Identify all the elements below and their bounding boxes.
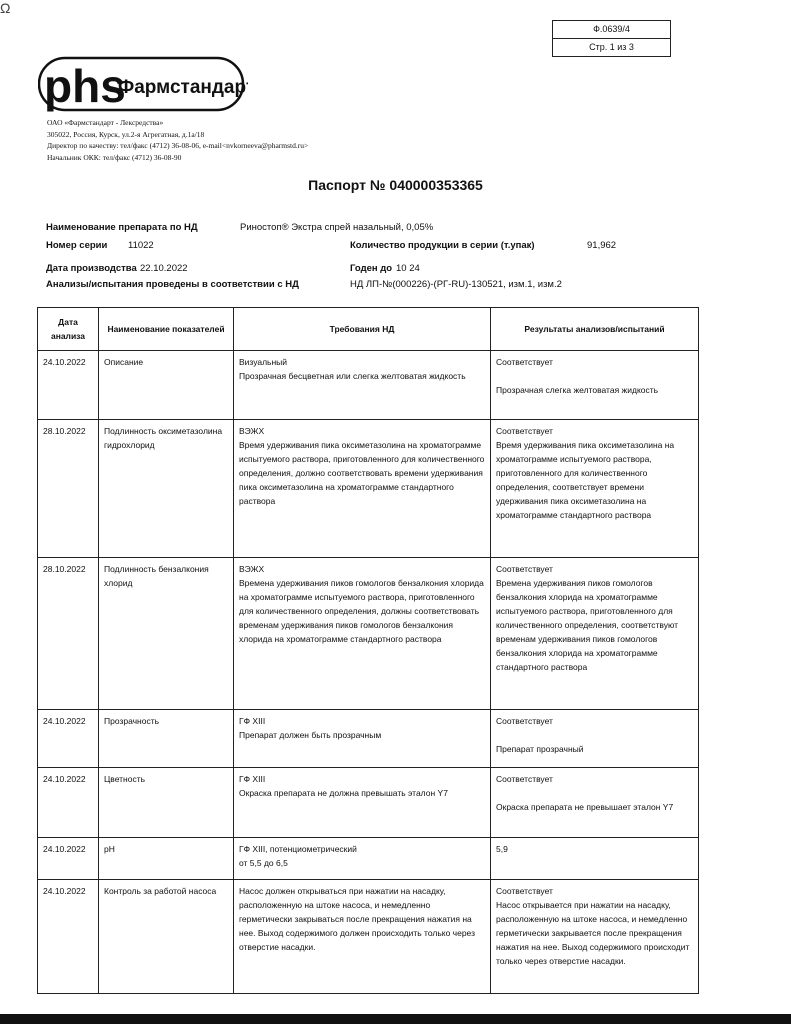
- cell-requirement: ГФ XIII Препарат должен быть прозрачным: [234, 710, 491, 768]
- series-label: Номер серии: [46, 240, 108, 251]
- cell-date: 24.10.2022: [38, 351, 99, 420]
- production-date-value: 22.10.2022: [140, 263, 188, 274]
- column-header-results: Результаты анализов/испытаний: [491, 308, 699, 351]
- table-row: [38, 420, 699, 558]
- form-code: Ф.0639/4: [593, 24, 630, 34]
- cell-date: 24.10.2022: [38, 880, 99, 994]
- cell-indicator: Описание: [99, 351, 234, 420]
- cell-date: 28.10.2022: [38, 558, 99, 710]
- column-header-indicator: Наименование показателей: [99, 308, 234, 351]
- pharmstandard-logo-icon: [38, 55, 248, 117]
- table-row: [38, 351, 699, 420]
- passport-title: Паспорт № 040000353365: [308, 177, 483, 193]
- product-label: Наименование препарата по НД: [46, 222, 198, 233]
- product-value: Риностоп® Экстра спрей назальный, 0,05%: [240, 222, 434, 233]
- expiry-value: 10 24: [396, 263, 420, 274]
- cell-date: 28.10.2022: [38, 420, 99, 558]
- cell-requirement: Насос должен открываться при нажатии на насадку, расположенную на штоке насоса, и немедленно герметически закрываться после прекращения нажатия на нее. Выход содержимого должен происходить только через отверстие насадки.: [234, 880, 491, 994]
- quantity-value: 91,962: [587, 240, 617, 251]
- page-number: Стр. 1 из 3: [553, 38, 670, 56]
- production-date-label: Дата производства: [46, 263, 137, 274]
- form-code-box: [552, 20, 671, 57]
- quantity-label: Количество продукции в серии (т.упак): [350, 240, 535, 251]
- cell-date: 24.10.2022: [38, 768, 99, 838]
- company-line: Директор по качеству: тел/факс (4712) 36-08-06, e-mail<nvkorneeva@pharmstd.ru>: [47, 141, 309, 150]
- table-row: [38, 710, 699, 768]
- cell-result: Соответствует Времена удерживания пиков гомологов бензалкония хлорида на хроматограмме испытуемого раствора, приготовленного для количественного определения, соответствуют временам удерживания пиков гомологов бензалкония хлорида на хроматограмме стандартного раствора: [491, 558, 699, 710]
- table-body: [38, 351, 699, 994]
- company-line: 305022, Россия, Курск, ул.2-я Агрегатная, д.1а/18: [47, 129, 205, 139]
- table-header-row: [38, 308, 699, 351]
- cell-requirement: ВЭЖХ Время удерживания пика оксиметазолина на хроматограмме испытуемого раствора, приготовленного для количественного определения, должно соответствовать времени удерживания пика оксиметазолина на хроматограмме стандартного раствора: [234, 420, 491, 558]
- scan-edge-bar: [0, 1014, 791, 1024]
- analysis-standard-value: НД ЛП-№(000226)-(РГ-RU)-130521, изм.1, изм.2: [350, 279, 562, 290]
- cell-requirement: ВЭЖХ Времена удерживания пиков гомологов бензалкония хлорида на хроматограмме испытуемого раствора, приготовленного для количественного определения, должны соответствовать временам удерживания пиков гомологов бензалкония хлорида на хроматограмме стандартного раствора: [234, 558, 491, 710]
- cell-indicator: pH: [99, 838, 234, 880]
- cell-date: 24.10.2022: [38, 838, 99, 880]
- table-row: [38, 558, 699, 710]
- cell-requirement: ГФ XIII, потенциометрический от 5,5 до 6,5: [234, 838, 491, 880]
- cell-date: 24.10.2022: [38, 710, 99, 768]
- logo-mark: phs: [44, 60, 126, 112]
- logo-name: Фармстандарт: [118, 77, 248, 98]
- cell-indicator: Подлинность бензалкония хлорид: [99, 558, 234, 710]
- cell-indicator: Прозрачность: [99, 710, 234, 768]
- table-row: [38, 768, 699, 838]
- cell-result: Соответствует Прозрачная слегка желтоватая жидкость: [491, 351, 699, 420]
- company-info: [47, 117, 308, 163]
- table-row: [38, 880, 699, 994]
- series-value: 11022: [128, 240, 154, 251]
- cell-requirement: Визуальный Прозрачная бесцветная или слегка желтоватая жидкость: [234, 351, 491, 420]
- cell-result: Соответствует Окраска препарата не превышает эталон Y7: [491, 768, 699, 838]
- column-header-date: Дата анализа: [38, 308, 99, 351]
- table-row: [38, 838, 699, 880]
- results-table: [37, 307, 699, 994]
- column-header-requirements: Требования НД: [234, 308, 491, 351]
- cell-result: 5,9: [491, 838, 699, 880]
- cell-indicator: Контроль за работой насоса: [99, 880, 234, 994]
- cell-indicator: Подлинность оксиметазолина гидрохлорид: [99, 420, 234, 558]
- cell-result: Соответствует Насос открывается при нажатии на насадку, расположенную на штоке насоса, и немедленно герметически закрывается после прекращения нажатия на нее. Выход содержимого происходит только через отверстие насадки.: [491, 880, 699, 994]
- cell-result: Соответствует Время удерживания пика оксиметазолина на хроматограмме испытуемого раствора, приготовленного для количественного определения, соответствует времени удерживания пика оксиметазолина на хроматограмме стандартного раствора: [491, 420, 699, 558]
- company-logo: [38, 55, 248, 122]
- company-line: ОАО «Фармстандарт - Лексредства»: [47, 118, 164, 127]
- analysis-standard-label: Анализы/испытания проведены в соответствии с НД: [46, 279, 299, 290]
- cell-result: Соответствует Препарат прозрачный: [491, 710, 699, 768]
- cell-indicator: Цветность: [99, 768, 234, 838]
- company-line: Начальник ОКК: тел/факс (4712) 36-08-90: [47, 152, 182, 162]
- cell-requirement: ГФ XIII Окраска препарата не должна превышать эталон Y7: [234, 768, 491, 838]
- expiry-label: Годен до: [350, 263, 393, 274]
- corner-scribble: Ω: [0, 0, 11, 16]
